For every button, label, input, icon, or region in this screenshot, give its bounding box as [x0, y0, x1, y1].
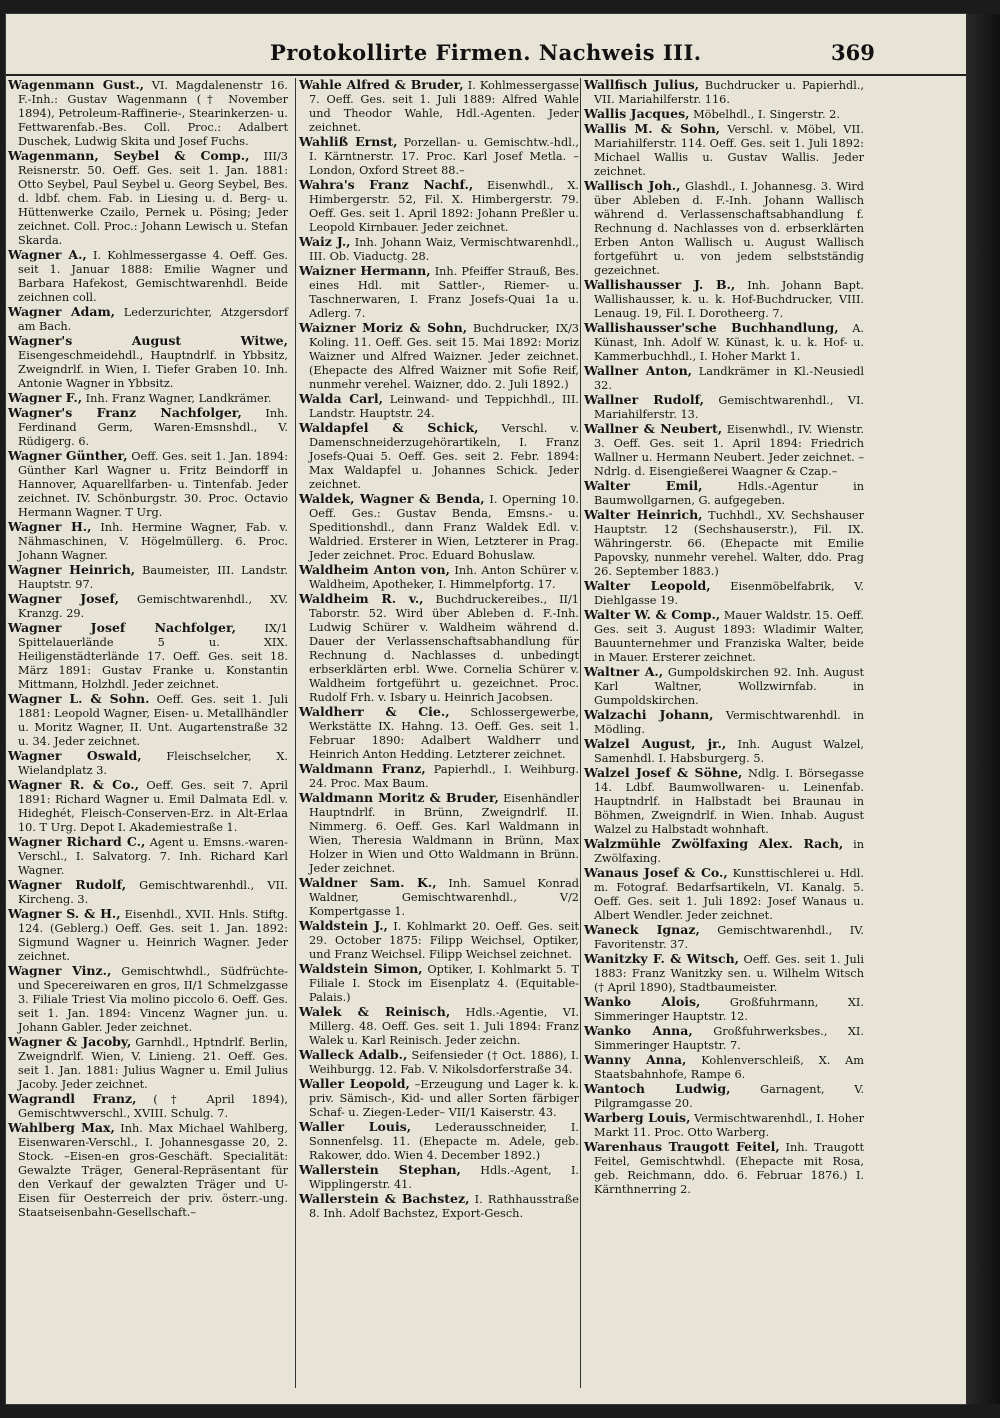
firm-name: Wagner R. & Co., [8, 777, 139, 792]
firm-entry [8, 835, 288, 878]
firm-name: Waiz J., [299, 234, 351, 249]
firm-details: Gemischtwarenhdl., VII. Kircheng. 3. [18, 879, 289, 906]
firm-entry [8, 878, 288, 907]
firm-details: Leinwand- und Teppichhdl., III. Landstr. Hauptstr. 24. [309, 393, 579, 420]
firm-name: Wanaus Josef & Co., [584, 865, 728, 880]
firm-details: Kohlenverschleiß, X. Am Staatsbahnhofe, Rampe 6. [594, 1054, 865, 1081]
firm-name: Wallfisch Julius, [584, 77, 700, 92]
column-middle [299, 78, 579, 1221]
firm-details: Vermischtwarenhdl., I. Hoher Markt 11. Proc. Otto Warberg. [594, 1112, 864, 1139]
firm-entry [584, 122, 864, 179]
firm-details: I. Kohlmessergasse 7. Oeff. Ges. seit 1. Juli 1889: Alfred Wahle und Theodor Wahle, Hdl.-Agenten. Jeder zeichnet. [309, 79, 580, 134]
firm-entry [584, 422, 864, 479]
firm-name: Wallerstein & Bachstez, [299, 1191, 470, 1206]
firm-name: Walleck Adalb., [299, 1047, 408, 1062]
firm-entry [8, 964, 288, 1035]
firm-name: Wagner Günther, [8, 448, 128, 463]
firm-details: Porzellan- u. Gemischtw.-hdl., I. Kärntnerstr. 17. Proc. Karl Josef Metla. –London, Oxford Street 88.– [309, 136, 579, 177]
firm-entry [299, 1048, 579, 1077]
firm-details: I. Operning 10. Oeff. Ges.: Gustav Benda, Emsns.- u. Speditionshdl., dann Franz Waldek Edl. v. Waldried. Ersterer in Wien, Letzterer in Prag. Jeder zeichnet. Proc. Eduard Bohuslaw. [309, 493, 579, 562]
firm-entry [299, 705, 579, 762]
directory-page [6, 14, 966, 1404]
firm-details: Eisenmöbelfabrik, V. Diehlgasse 19. [594, 580, 865, 607]
firm-entry [299, 78, 579, 135]
firm-entry [299, 321, 579, 392]
firm-details: Inh. Johann Waiz, Vermischtwarenhdl., III. Ob. Viaductg. 28. [309, 236, 580, 263]
firm-details: Lederzurichter, Atzgersdorf am Bach. [18, 306, 288, 333]
firm-name: Wagner Josef, [8, 591, 119, 606]
firm-name: Wagner Josef Nachfolger, [8, 620, 236, 635]
firm-details: Verschl. v. Möbel, VII. Mariahilferstr. 114. Oeff. Ges. seit 1. Juli 1892: Michael Wallis u. Gustav Wallis. Jeder zeichnet. [594, 123, 864, 178]
firm-name: Wallishausser'sche Buchhandlung, [584, 320, 839, 335]
firm-name: Walek & Reinisch, [299, 1004, 451, 1019]
firm-details: Eisenhändler Hauptndrlf. in Brünn, Zweigndrlf. II. Nimmerg. 6. Oeff. Ges. Karl Waldmann in Wien, Theresia Waldmann in Brünn, Max Holzer in Wien und Otto Waldmann in Brünn. Jeder zeichnet. [309, 792, 579, 875]
firm-name: Waizner Hermann, [299, 263, 431, 278]
firm-name: Wagner Heinrich, [8, 562, 136, 577]
firm-details: Garnhdl., Hptndrlf. Berlin, Zweigndrlf. Wien, V. Linieng. 21. Oeff. Ges. seit 1. Jan. 1881: Julius Wagner u. Emil Julius Jacoby. Jeder zeichnet. [18, 1036, 288, 1091]
firm-details: Schlossergewerbe, Werkstätte IX. Hahng. 13. Oeff. Ges. seit 1. Februar 1890: Adalbert Waldherr und Heinrich Anton Hedding. Letzterer zeichnet. [309, 706, 579, 761]
firm-entry [299, 876, 579, 919]
firm-name: Waldheim R. v., [299, 591, 424, 606]
firm-name: Waltner A., [584, 664, 664, 679]
firm-details: Oeff. Ges. seit 1. Juli 1883: Franz Wanitzky sen. u. Wilhelm Witsch († April 1890), Stadtbaumeister. [594, 953, 864, 994]
firm-name: Wagner Vinz., [8, 963, 112, 978]
firm-details: –Erzeugung und Lager k. k. priv. Sämisch-, Kid- und aller Sorten färbiger Schaf- u. Ziegen-Leder– VII/1 Kaiserstr. 43. [309, 1078, 580, 1119]
firm-details: I. Kohlmessergasse 4. Oeff. Ges. seit 1. Januar 1888: Emilie Wagner und Barbara Hafekost, Gemischtwarenhdl. Beide zeichnen coll. [18, 249, 288, 304]
firm-details: Mauer Waldstr. 15. Oeff. Ges. seit 3. August 1893: Wladimir Walter, Bauunternehmer und Franziska Walter, beide in Mauer. Ersterer zeichnet. [594, 609, 864, 664]
firm-name: Wahra's Franz Nachf., [299, 177, 474, 192]
firm-details: I. Kohlmarkt 20. Oeff. Ges. seit 29. October 1875: Filipp Weichsel, Optiker, und Franz Weichsel. Filipp Weichsel zeichnet. [309, 920, 579, 961]
firm-entry [584, 923, 864, 952]
firm-details: Inh. Ferdinand Germ, Waren-Emsnshdl., V. Rüdigerg. 6. [18, 407, 288, 448]
firm-entry [299, 264, 579, 321]
firm-entry [8, 563, 288, 592]
firm-entry [299, 919, 579, 962]
firm-name: Wallerstein Stephan, [299, 1162, 461, 1177]
firm-details: Seifensieder († Oct. 1886), I. Weihburgg. 12. Fab. V. Nikolsdorferstraße 34. [309, 1049, 579, 1076]
firm-entry [8, 305, 288, 334]
firm-details: Buchdrucker u. Papierhdl., VII. Mariahilferstr. 116. [594, 79, 864, 106]
column-divider [295, 78, 296, 1388]
firm-entry [8, 406, 288, 449]
firm-entry [8, 391, 288, 406]
firm-entry [584, 1082, 864, 1111]
firm-name: Waldstein J., [299, 918, 388, 933]
firm-entry [584, 107, 864, 122]
firm-details: Hdls.-Agentie, VI. Millerg. 48. Oeff. Ges. seit 1. Juli 1894: Franz Walek u. Karl Reinisch. Jeder zeichn. [309, 1006, 579, 1047]
firm-entry [299, 235, 579, 264]
firm-entry [584, 364, 864, 393]
firm-name: Waldmann Franz, [299, 761, 426, 776]
firm-entry [299, 1005, 579, 1048]
firm-details: Inh. Hermine Wagner, Fab. v. Nähmaschinen, V. Högelmüllerg. 6. Proc. Johann Wagner. [18, 521, 288, 562]
firm-details: Ndlg. I. Börsegasse 14. Ldbf. Baumwollwaren- u. Leinenfab. Hauptndrlf. in Halbstadt bei Braunau in Böhmen, Zweigndrlf. in Wien. Inhab. August Walzel zu Halbstadt wohnhaft. [594, 767, 864, 836]
firm-entry [299, 762, 579, 791]
firm-name: Walter W. & Comp., [584, 607, 721, 622]
firm-details: († April 1894), Gemischtwverschl., XVIII. Schulg. 7. [18, 1093, 288, 1120]
firm-details: Inh. Franz Wagner, Landkrämer. [82, 392, 272, 405]
firm-details: Gemischtwarenhdl., IV. Favoritenstr. 37. [594, 924, 864, 951]
firm-entry [299, 135, 579, 178]
firm-entry [299, 1120, 579, 1163]
firm-name: Waldek, Wagner & Benda, [299, 491, 485, 506]
firm-details: Inh. Pfeiffer Strauß, Bes. eines Hdl. mit Sattler-, Riemer- u. Taschnerwaren, I. Franz Josefs-Quai 1a u. Adlerg. 7. [309, 265, 579, 320]
firm-entry [584, 737, 864, 766]
firm-name: Wagner & Jacoby, [8, 1034, 132, 1049]
column-right [584, 78, 864, 1197]
firm-name: Walzachi Johann, [584, 707, 714, 722]
firm-name: Wallner Rudolf, [584, 392, 705, 407]
firm-name: Wanitzky F. & Witsch, [584, 951, 740, 966]
firm-entry [299, 392, 579, 421]
firm-entry [584, 321, 864, 364]
firm-entry [584, 952, 864, 995]
firm-entry [584, 995, 864, 1024]
firm-entry [584, 837, 864, 866]
firm-details: Fleischselcher, X. Wielandplatz 3. [18, 750, 288, 777]
firm-name: Wagner S. & H., [8, 906, 121, 921]
firm-name: Waldherr & Cie., [299, 704, 450, 719]
firm-entry [584, 479, 864, 508]
firm-name: Walda Carl, [299, 391, 383, 406]
firm-entry [299, 563, 579, 592]
firm-details: Inh. August Walzel, Samenhdl. I. Habsburgerg. 5. [594, 738, 864, 765]
firm-name: Waldheim Anton von, [299, 562, 450, 577]
firm-name: Wagner L. & Sohn. [8, 691, 150, 706]
firm-name: Waldmann Moritz & Bruder, [299, 790, 499, 805]
page-title: Protokollirte Firmen. Nachweis III. [270, 40, 702, 65]
firm-details: Inh. Traugott Feitel, Gemischtwhdl. (Ehepacte mit Rosa, geb. Reichmann, ddo. 6. Februar 1876.) I. Kärnthnerring 2. [594, 1141, 864, 1196]
firm-entry [8, 149, 288, 248]
firm-details: Hdls.-Agentur in Baumwollgarnen, G. aufgegeben. [594, 480, 864, 507]
firm-details: Inh. Max Michael Wahlberg, Eisenwaren-Verschl., I. Johannesgasse 20, 2. Stock. –Eisen-en gros-Geschäft. Specialität: Gewalzte Träger, General-Repräsentant für den Verkauf der gewalzten Träger und U-Eisen für Oesterreich der priv. österr.-ung. Staatseisenbahn-Gesellschaft.– [18, 1122, 288, 1219]
firm-details: Vermischtwarenhdl. in Mödling. [594, 709, 864, 736]
firm-name: Wagner's Franz Nachfolger, [8, 405, 242, 420]
firm-details: Großfuhrwerksbes., XI. Simmeringer Hauptstr. 7. [594, 1025, 864, 1052]
firm-name: Waldner Sam. K., [299, 875, 437, 890]
firm-details: Optiker, I. Kohlmarkt 5. T Filiale I. Stock im Eisenplatz 4. (Equitable-Palais.) [309, 963, 579, 1004]
firm-name: Wahliß Ernst, [299, 134, 398, 149]
firm-details: Oeff. Ges. seit 1. Juli 1881: Leopold Wagner, Eisen- u. Metallhändler u. Moritz Wagner, II. Unt. Augartenstraße 32 u. 34. Jeder zeichnet. [18, 693, 288, 748]
firm-details: Buchdruckereibes., II/1 Taborstr. 52. Wird über Ableben d. F.-Inh. Ludwig Schürer v. Waldheim während d. Dauer der Verlassenschaftsabhandlung für Rechnung d. Nachlasses d. unbedingt erbserklärten erbl. Wwe. Cornelia Schürer v. Waldheim fortgeführt u. gezeichnet. Proc. Rudolf Frh. v. Isbary u. Heinrich Jacobsen. [309, 593, 579, 704]
firm-entry [299, 492, 579, 563]
firm-details: Gemischtwarenhdl., VI. Mariahilferstr. 13. [594, 394, 864, 421]
firm-details: Eisenwhdl., IV. Wienstr. 3. Oeff. Ges. seit 1. April 1894: Friedrich Wallner u. Hermann Neubert. Jeder zeichnet. – Ndrlg. d. Eisengießerei Waagner & Czap.– [594, 423, 864, 478]
firm-entry [584, 1111, 864, 1140]
firm-entry [8, 1092, 288, 1121]
firm-name: Wagner F., [8, 390, 83, 405]
firm-name: Wallishausser J. B., [584, 277, 736, 292]
firm-details: Großfuhrmann, XI. Simmeringer Hauptstr. 12. [594, 996, 864, 1023]
firm-entry [584, 708, 864, 737]
firm-entry [299, 592, 579, 705]
firm-entry [584, 508, 864, 579]
firm-name: Wagner Richard C., [8, 834, 146, 849]
firm-details: Oeff. Ges. seit 7. April 1891: Richard Wagner u. Emil Dalmata Edl. v. Hideghét, Fleisch-Conserven-Erz. in Alt-Erlaa 10. T Urg. Depot I. Akademiestraße 1. [18, 779, 288, 834]
firm-name: Walter Emil, [584, 478, 703, 493]
firm-name: Waldstein Simon, [299, 961, 423, 976]
firm-name: Waller Louis, [299, 1119, 412, 1134]
firm-name: Wallner Anton, [584, 363, 693, 378]
firm-details: Kunsttischlerei u. Hdl. m. Fotograf. Bedarfsartikeln, VI. Kanalg. 5. Oeff. Ges. seit 1. Juli 1892: Josef Wanaus u. Albert Wendler. Jeder zeichnet. [594, 867, 864, 922]
firm-details: Agent u. Emsns.-waren-Verschl., I. Salvatorg. 7. Inh. Richard Karl Wagner. [18, 836, 288, 877]
firm-details: Inh. Johann Bapt. Wallishausser, k. u. k. Hof-Buchdrucker, VIII. Lenaug. 19, Fil. I. Dorotheerg. 7. [594, 279, 865, 320]
firm-name: Wagner H., [8, 519, 92, 534]
firm-details: Eisenhdl., XVII. Hnls. Stiftg. 124. (Geblerg.) Oeff. Ges. seit 1. Jan. 1892: Sigmund Wagner u. Heinrich Wagner. Jeder zeichnet. [18, 908, 288, 963]
firm-name: Wallis M. & Sohn, [584, 121, 721, 136]
firm-entry [584, 1140, 864, 1197]
firm-name: Waller Leopold, [299, 1076, 410, 1091]
firm-details: I. Rathhausstraße 8. Inh. Adolf Bachstez, Export-Gesch. [309, 1193, 579, 1220]
firm-entry [8, 1035, 288, 1092]
firm-details: Inh. Samuel Konrad Waldner, Gemischtwarenhdl., V/2 Kompertgasse 1. [309, 877, 579, 918]
firm-entry [8, 749, 288, 778]
firm-details: Papierhdl., I. Weihburg. 24. Proc. Max Baum. [309, 763, 579, 790]
firm-entry [8, 449, 288, 520]
firm-details: Möbelhdl., I. Singerstr. 2. [689, 108, 840, 121]
firm-name: Wallis Jacques, [584, 106, 690, 121]
firm-name: Wanko Anna, [584, 1023, 693, 1038]
firm-name: Wagner Oswald, [8, 748, 142, 763]
firm-entry [584, 78, 864, 107]
firm-entry [584, 1024, 864, 1053]
firm-details: Oeff. Ges. seit 1. Jan. 1894: Günther Karl Wagner u. Fritz Beindorff in Hannover, Aquarellfarben- u. Tintenfab. Jeder zeichnet. IV. Schönburgstr. 30. Proc. Octavio Hermann Wagner. T Urg. [18, 450, 289, 519]
firm-entry [584, 608, 864, 665]
page-edge-shadow [966, 14, 1000, 1404]
firm-entry [299, 1163, 579, 1192]
firm-entry [299, 962, 579, 1005]
firm-details: Gemischtwarenhdl., XV. Kranzg. 29. [18, 593, 288, 620]
firm-name: Warenhaus Traugott Feitel, [584, 1139, 780, 1154]
firm-name: Walter Heinrich, [584, 507, 703, 522]
column-left [8, 78, 288, 1220]
page-number: 369 [831, 40, 875, 65]
firm-entry [8, 1121, 288, 1220]
firm-details: Glashdl., I. Johannesg. 3. Wird über Ableben d. F.-Inh. Johann Wallisch während d. Verlassenschaftsabhandlung f. Rechnung d. Nachlasses von d. erbserklärten Erben Anton Wallisch u. August Wallisch fortgeführt u. von jedem selbstständig gezeichnet. [594, 180, 864, 277]
firm-entry [8, 520, 288, 563]
firm-name: Wahlberg Max, [8, 1120, 115, 1135]
firm-name: Wagner Rudolf, [8, 877, 127, 892]
firm-name: Wagenmann, Seybel & Comp., [8, 148, 250, 163]
firm-details: Verschl. v. Damenschneiderzugehörartikeln, I. Franz Josefs-Quai 5. Oeff. Ges. seit 2. Febr. 1894: Max Waldapfel u. Johannes Schick. Jeder zeichnet. [309, 422, 580, 491]
header-rule [6, 74, 966, 76]
firm-entry [8, 334, 288, 391]
column-divider [580, 78, 581, 1388]
firm-name: Waizner Moriz & Sohn, [299, 320, 468, 335]
firm-entry [299, 1077, 579, 1120]
firm-entry [584, 665, 864, 708]
firm-name: Waneck Ignaz, [584, 922, 700, 937]
firm-details: Gemischtwhdl., Südfrüchte- und Specereiwaren en gros, II/1 Schmelzgasse 3. Filiale Triest Via molino piccolo 6. Oeff. Ges. seit 1. Jan. 1894: Vincenz Wagner jun. u. Johann Gabler. Jeder zeichnet. [18, 965, 288, 1034]
firm-name: Warberg Louis, [584, 1110, 691, 1125]
firm-name: Wagner's August Witwe, [8, 333, 288, 348]
firm-details: Baumeister, III. Landstr. Hauptstr. 97. [18, 564, 288, 591]
firm-entry [584, 866, 864, 923]
page-header [6, 40, 966, 70]
firm-entry [8, 621, 288, 692]
firm-details: Garnagent, V. Pilgramgasse 20. [594, 1083, 864, 1110]
firm-name: Wallner & Neubert, [584, 421, 723, 436]
firm-entry [8, 907, 288, 964]
firm-name: Walzel Josef & Söhne, [584, 765, 743, 780]
firm-entry [584, 393, 864, 422]
firm-entry [8, 592, 288, 621]
firm-details: Inh. Anton Schürer v. Waldheim, Apotheker, I. Himmelpfortg. 17. [309, 564, 579, 591]
firm-entry [584, 1053, 864, 1082]
firm-details: in Zwölfaxing. [594, 838, 864, 865]
firm-details: Hdls.-Agent, I. Wipplingerstr. 41. [309, 1164, 579, 1191]
firm-entry [8, 248, 288, 305]
firm-details: IX/1 Spittelauerlände 5 u. XIX. Heiligenstädterlände 17. Oeff. Ges. seit 18. März 1891: Gustav Franke u. Konstantin Mittmann, Holzhdl. Jeder zeichnet. [18, 622, 288, 691]
firm-name: Wanny Anna, [584, 1052, 687, 1067]
firm-name: Waldapfel & Schick, [299, 420, 479, 435]
firm-name: Wahle Alfred & Bruder, [299, 77, 464, 92]
firm-name: Walzmühle Zwölfaxing Alex. Rach, [584, 836, 844, 851]
firm-details: Tuchhdl., XV. Sechshauser Hauptstr. 12 (Sechshauserstr.), Fil. IX. Währingerstr. 66. (Ehepacte mit Emilie Papovsky, nunmehr verehel. Walter, ddo. Prag 26. September 1883.) [594, 509, 864, 578]
firm-name: Wanko Alois, [584, 994, 701, 1009]
firm-entry [584, 579, 864, 608]
firm-entry [299, 1192, 579, 1221]
firm-details: Eisenwhdl., X. Himbergerstr. 52, Fil. X. Himbergerstr. 79. Oeff. Ges. seit 1. April 1892: Johann Preßler u. Leopold Kirnbauer. Jeder zeichnet. [309, 179, 579, 234]
firm-details: Landkrämer in Kl.-Neusiedl 32. [594, 365, 864, 392]
firm-name: Wagner A., [8, 247, 87, 262]
firm-details: Gumpoldskirchen 92. Inh. August Karl Waltner, Wollzwirnfab. in Gumpoldskirchen. [594, 666, 864, 707]
firm-name: Wantoch Ludwig, [584, 1081, 731, 1096]
firm-details: III/3 Reisnerstr. 50. Oeff. Ges. seit 1. Jan. 1881: Otto Seybel, Paul Seybel u. Georg Seybel, Bes. d. ldbf. chem. Fab. in Liesing u. d. Berg- u. Hüttenwerke Czailo, Pernek u. Pösing; Jeder zeichnet. Coll. Proc.: Johann Lewisch u. Stefan Skarda. [18, 150, 288, 247]
firm-entry [584, 179, 864, 278]
firm-details: Lederausschneider, I. Sonnenfelsg. 11. (Ehepacte m. Adele, geb. Rakower, ddo. Wien 4. December 1892.) [309, 1121, 579, 1162]
firm-name: Wagenmann Gust., [8, 77, 145, 92]
firm-name: Walter Leopold, [584, 578, 711, 593]
firm-entry [584, 766, 864, 837]
firm-name: Wallisch Joh., [584, 178, 681, 193]
firm-entry [299, 791, 579, 876]
firm-name: Wagrandl Franz, [8, 1091, 137, 1106]
firm-entry [299, 421, 579, 492]
firm-details: Buchdrucker, IX/3 Koling. 11. Oeff. Ges. seit 15. Mai 1892: Moriz Waizner und Alfred Waizner. Jeder zeichnet. (Ehepacte des Alfred Waizner mit Sofie Reif, nunmehr verehel. Waizner, ddo. 2. Juli 1892.) [309, 322, 579, 391]
firm-entry [8, 692, 288, 749]
firm-name: Walzel August, jr., [584, 736, 727, 751]
firm-entry [584, 278, 864, 321]
firm-entry [8, 778, 288, 835]
firm-details: VI. Magdalenenstr 16. F.-Inh.: Gustav Wagenmann († November 1894), Petroleum-Raffinerie-, Stearinkerzen- u. Fettwarenfab.-Bes. Coll. Proc.: Adalbert Duschek, Ludwig Skita und Josef Fuchs. [18, 79, 288, 148]
firm-details: A. Künast, Inh. Adolf W. Künast, k. u. k. Hof- u. Kammerbuchhdl., I. Hoher Markt 1. [594, 322, 864, 363]
firm-name: Wagner Adam, [8, 304, 116, 319]
firm-entry [299, 178, 579, 235]
firm-entry [8, 78, 288, 149]
firm-details: Eisengeschmeidehdl., Hauptndrlf. in Ybbsitz, Zweigndrlf. in Wien, I. Tiefer Graben 10. Inh. Antonie Wagner in Ybbsitz. [18, 349, 288, 390]
